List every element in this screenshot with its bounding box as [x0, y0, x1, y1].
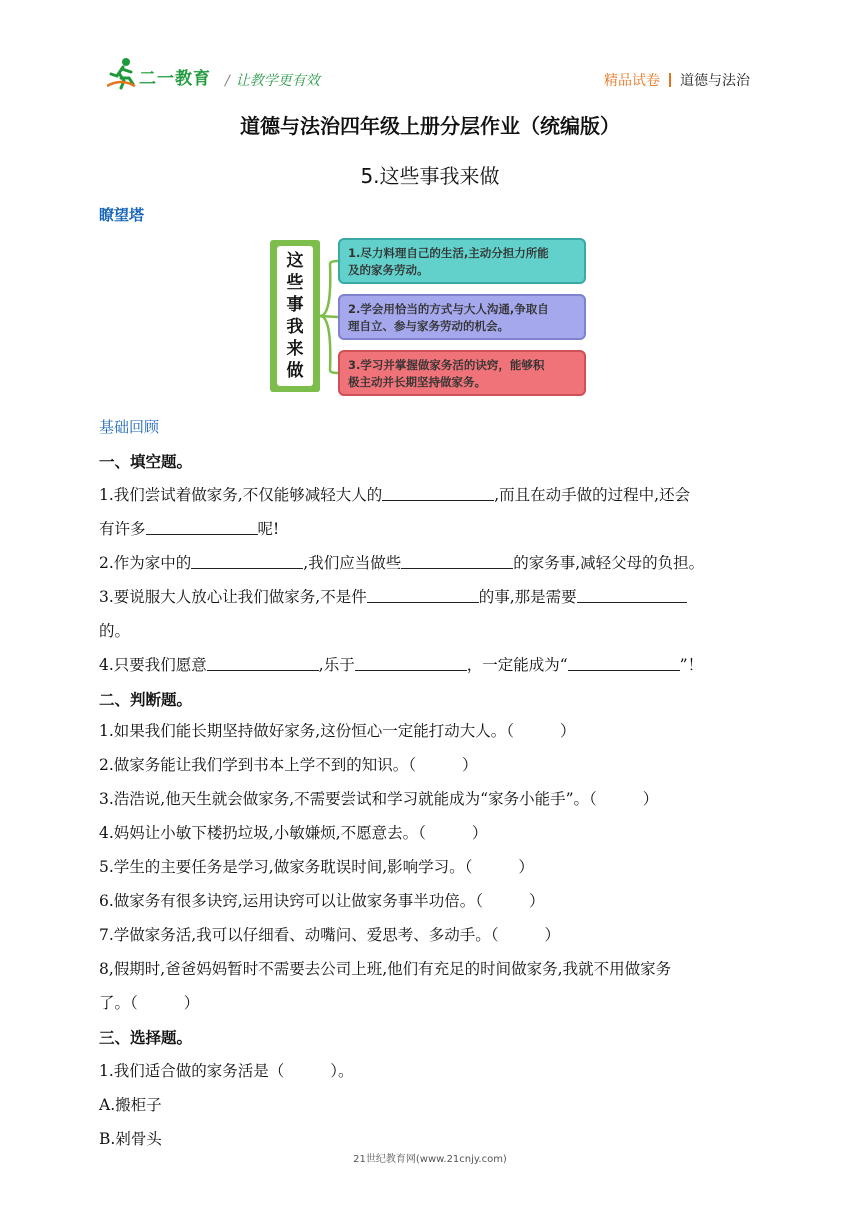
judge-item-8: 8,假期时,爸爸妈妈暂时不需要去公司上班,他们有充足的时间做家务,我就不用做家务	[99, 960, 672, 978]
logo-text: 二一教育	[139, 69, 211, 89]
header-divider	[669, 73, 671, 87]
judge-item-2	[99, 754, 478, 776]
slogan-text: 让教学更有效	[235, 73, 320, 89]
mind-map-root	[270, 240, 320, 392]
question-text: ,乐于	[318, 656, 355, 674]
close-paren: ）	[518, 858, 534, 876]
node-text: 2.学会用恰当的方式与大人沟通,争取自	[348, 302, 549, 316]
choice-question-1	[99, 1060, 354, 1082]
answer-blank[interactable]	[367, 588, 479, 603]
answer-blank[interactable]	[568, 656, 680, 671]
question-3	[99, 586, 687, 608]
answer-blank[interactable]	[207, 656, 319, 671]
question-text: ”！	[679, 656, 704, 674]
close-paren: ）	[462, 756, 478, 774]
runner-logo-icon	[107, 56, 137, 90]
answer-blank[interactable]	[146, 520, 258, 535]
root-char: 这	[286, 251, 304, 271]
question-1-cont	[99, 518, 279, 540]
close-paren: ）	[471, 824, 488, 842]
slogan	[225, 70, 320, 90]
question-text: 2.做家务能让我们学到书本上学不到的知识。（	[99, 756, 417, 774]
question-text: 了。（	[99, 994, 138, 1012]
question-text: 的事,那是需要	[478, 588, 577, 606]
question-text: 3.浩浩说,他天生就会做家务,不需要尝试和学习就能成为“家务小能手”。（	[99, 790, 597, 808]
judge-item-3	[99, 788, 658, 810]
close-paren: ）	[528, 892, 545, 910]
option-a: A.搬柜子	[99, 1096, 162, 1114]
header-subject: 道德与法治	[680, 73, 750, 89]
root-char: 我	[286, 317, 304, 337]
judge-item-6	[99, 890, 544, 912]
question-text: 5.学生的主要任务是学习,做家务耽误时间,影响学习。（	[99, 858, 473, 876]
answer-blank[interactable]	[382, 486, 494, 501]
question-text: 4.妈妈让小敏下楼扔垃圾,小敏嫌烦,不愿意去。（	[99, 824, 426, 842]
question-text: 6.做家务有很多诀窍,运用诀窍可以让做家务事半功倍。（	[99, 892, 483, 910]
part2-heading: 二、判断题。	[99, 691, 193, 709]
header-tag: 精品试卷	[604, 73, 660, 89]
answer-blank[interactable]	[355, 656, 467, 671]
close-paren: ）	[559, 722, 576, 740]
logo	[107, 56, 211, 92]
node-text: 及的家务劳动。	[348, 263, 429, 277]
question-text: ）。	[330, 1062, 354, 1080]
question-text: 有许多	[99, 520, 146, 538]
root-char: 些	[286, 273, 304, 293]
part1-heading: 一、填空题。	[99, 453, 193, 471]
question-text: 1.我们适合做的家务活是（	[99, 1062, 285, 1080]
answer-blank[interactable]	[401, 554, 513, 569]
close-paren: ）	[544, 926, 560, 944]
root-char: 来	[286, 339, 304, 359]
question-text: 7.学做家务活,我可以仔细看、动嘴问、爱思考、多动手。（	[99, 926, 499, 944]
part3-heading: 三、选择题。	[99, 1029, 193, 1047]
question-text: ，一定能成为“	[466, 656, 568, 674]
answer-blank[interactable]	[577, 588, 687, 603]
judge-item-1	[99, 720, 575, 742]
question-3-cont: 的。	[99, 622, 131, 640]
mind-map-node-2	[338, 294, 586, 340]
lesson-title: 5.这些事我来做	[360, 164, 500, 188]
root-char: 事	[286, 295, 304, 315]
section-basic: 基础回顾	[99, 418, 160, 436]
question-text: 1.如果我们能长期坚持做好家务,这份恒心一定能打动大人。（	[99, 722, 514, 740]
node-text: 3.学习并掌握做家务活的诀窍，能够积	[348, 358, 545, 372]
question-1	[99, 484, 690, 506]
mind-map-node-1	[338, 238, 586, 284]
question-text: 3.要说服大人放心让我们做家务,不是件	[99, 588, 367, 606]
mind-map-node-3	[338, 350, 586, 396]
close-paren: ）	[183, 994, 200, 1012]
question-4	[99, 654, 703, 676]
question-text: 2.作为家中的	[99, 554, 192, 572]
question-2	[99, 552, 704, 574]
header-category	[604, 70, 750, 90]
slash-divider: /	[225, 73, 230, 89]
question-text: 的家务事,减轻父母的负担。	[513, 554, 705, 572]
close-paren: ）	[642, 790, 659, 808]
judge-item-7	[99, 924, 560, 946]
judge-item-5	[99, 856, 534, 878]
question-text: 1.我们尝试着做家务,不仅能够减轻大人的	[99, 486, 383, 504]
node-text: 极主动并长期坚持做家务。	[348, 375, 486, 389]
node-text: 理自立、参与家务劳动的机会。	[348, 319, 509, 333]
question-text: 呢!	[257, 520, 280, 538]
judge-item-8-cont	[99, 992, 199, 1014]
question-text: ,而且在动手做的过程中,还会	[494, 486, 691, 504]
footer: 21世纪教育网(www.21cnjy.com)	[353, 1154, 507, 1165]
root-char: 做	[286, 361, 304, 381]
page-title: 道德与法治四年级上册分层作业（统编版）	[240, 114, 620, 138]
node-text: 1.尽力料理自己的生活,主动分担力所能	[348, 246, 549, 260]
answer-blank[interactable]	[191, 554, 303, 569]
section-overview: 瞭望塔	[99, 206, 145, 224]
mind-map	[270, 236, 588, 400]
judge-item-4	[99, 822, 487, 844]
question-text: 4.只要我们愿意	[99, 656, 207, 674]
option-b: B.剁骨头	[99, 1130, 162, 1148]
question-text: ,我们应当做些	[303, 554, 402, 572]
